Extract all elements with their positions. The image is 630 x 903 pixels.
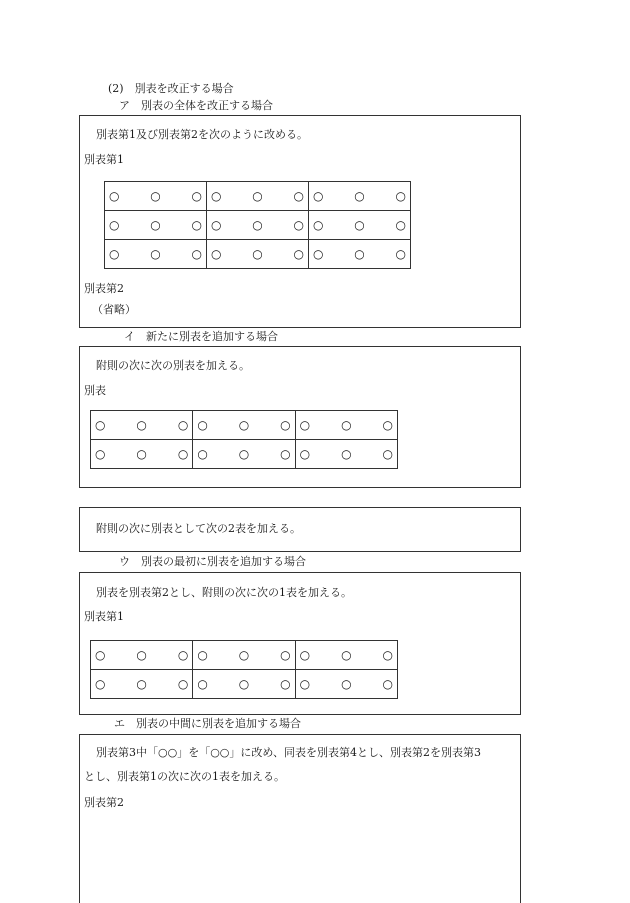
placeholder-circle: ○ [191,218,202,232]
table-cell [207,211,309,240]
table-cell [295,440,397,469]
heading-a: ア 別表の全体を改正する場合 [119,99,273,112]
placeholder-circle: ○ [211,189,222,203]
instruction-a: 別表第1及び別表第2を次のように改める。 [96,128,308,141]
placeholder-circle: ○ [354,218,365,232]
placeholder-circle: ○ [313,189,324,203]
placeholder-circle: ○ [177,418,189,432]
label-i-table: 別表 [84,384,106,397]
placeholder-circle: ○ [382,447,393,461]
table-cell [105,211,207,240]
table-cell [207,182,309,211]
placeholder-circle: ○ [211,247,222,261]
placeholder-circle: ○ [150,189,161,203]
table-cell [105,240,207,269]
table-cell [105,182,207,211]
placeholder-circle: ○ [341,648,352,662]
instruction-u: 別表を別表第2とし、附則の次に次の1表を加える。 [96,586,352,599]
placeholder-circle: ○ [280,677,291,691]
placeholder-circle: ○ [293,247,304,261]
placeholder-circle: ○ [238,648,250,662]
instruction-i: 附則の次に次の別表を加える。 [96,359,250,372]
placeholder-circle: ○ [197,677,208,691]
placeholder-circle: ○ [354,189,365,203]
table-i [90,410,398,469]
table-cell [193,641,295,670]
placeholder-circle: ○ [95,648,106,662]
heading-u: ウ 別表の最初に別表を追加する場合 [119,555,306,568]
placeholder-circle: ○ [395,189,406,203]
placeholder-circle: ○ [280,418,291,432]
placeholder-circle: ○ [238,418,250,432]
placeholder-circle: ○ [395,218,406,232]
placeholder-circle: ○ [136,677,147,691]
heading-i: イ 新たに別表を追加する場合 [124,330,278,343]
placeholder-circle: ○ [341,677,352,691]
placeholder-circle: ○ [191,247,202,261]
placeholder-circle: ○ [197,648,208,662]
placeholder-circle: ○ [150,247,161,261]
placeholder-circle: ○ [252,247,263,261]
placeholder-circle: ○ [280,447,291,461]
table-row [105,240,411,269]
table-cell [295,670,397,699]
placeholder-circle: ○ [197,447,208,461]
placeholder-circle: ○ [95,418,106,432]
placeholder-circle: ○ [238,677,250,691]
omitted-note: （省略） [92,303,136,316]
label-e-table: 別表第2 [84,796,124,809]
placeholder-circle: ○ [299,648,311,662]
table-row [91,411,398,440]
placeholder-circle: ○ [313,247,324,261]
placeholder-circle: ○ [252,218,263,232]
placeholder-circle: ○ [136,447,147,461]
placeholder-circle: ○ [341,418,352,432]
table-cell [193,440,295,469]
placeholder-circle: ○ [211,218,222,232]
placeholder-circle: ○ [136,648,147,662]
table-cell [207,240,309,269]
placeholder-circle: ○ [177,447,189,461]
placeholder-circle: ○ [382,677,393,691]
section-heading-2: (2) 別表を改正する場合 [108,82,234,95]
table-a [104,181,411,269]
placeholder-circle: ○ [238,447,250,461]
placeholder-circle: ○ [382,418,393,432]
table-cell [309,182,411,211]
table-row [91,670,398,699]
placeholder-circle: ○ [109,218,120,232]
placeholder-circle: ○ [354,247,365,261]
placeholder-circle: ○ [382,648,393,662]
placeholder-circle: ○ [109,189,120,203]
placeholder-circle: ○ [293,189,304,203]
table-row [105,211,411,240]
table-cell [309,240,411,269]
label-a-table1: 別表第1 [84,153,124,166]
table-cell [91,411,193,440]
placeholder-circle: ○ [95,447,106,461]
instruction-e-line1: 別表第3中「○○」を「○○」に改め、同表を別表第4とし、別表第2を別表第3 [96,746,481,759]
table-cell [309,211,411,240]
table-cell [91,670,193,699]
placeholder-circle: ○ [197,418,208,432]
table-cell [193,411,295,440]
placeholder-circle: ○ [299,677,311,691]
placeholder-circle: ○ [177,648,189,662]
placeholder-circle: ○ [299,418,311,432]
label-a-table2: 別表第2 [84,282,124,295]
placeholder-circle: ○ [293,218,304,232]
placeholder-circle: ○ [252,189,263,203]
placeholder-circle: ○ [150,218,161,232]
table-cell [91,440,193,469]
instruction-e-line2: とし、別表第1の次に次の1表を加える。 [84,770,285,783]
placeholder-circle: ○ [280,648,291,662]
table-row [105,182,411,211]
table-row [91,440,398,469]
placeholder-circle: ○ [177,677,189,691]
placeholder-circle: ○ [299,447,311,461]
placeholder-circle: ○ [136,418,147,432]
placeholder-circle: ○ [341,447,352,461]
table-row [91,641,398,670]
placeholder-circle: ○ [109,247,120,261]
table-cell [193,670,295,699]
placeholder-circle: ○ [313,218,324,232]
table-cell [295,641,397,670]
label-u-table: 別表第1 [84,610,124,623]
table-u [90,640,398,699]
instruction-i2: 附則の次に別表として次の2表を加える。 [96,522,301,535]
placeholder-circle: ○ [395,247,406,261]
placeholder-circle: ○ [95,677,106,691]
placeholder-circle: ○ [191,189,202,203]
table-cell [91,641,193,670]
table-cell [295,411,397,440]
heading-e: エ 別表の中間に別表を追加する場合 [114,717,301,730]
